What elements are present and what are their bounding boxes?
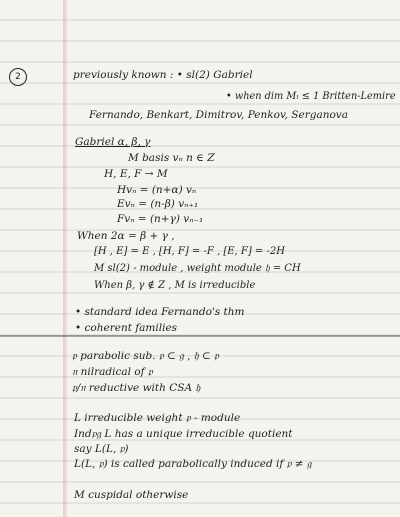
note-line-10: When 2α = β + γ , bbox=[77, 230, 175, 242]
note-line-4: Gabriel α, β, γ bbox=[75, 136, 151, 148]
note-line-1: previously known : • sl(2) Gabriel bbox=[73, 69, 253, 81]
note-line-11: [H , E] = E , [H, F] = -F , [E, F] = -2H bbox=[94, 246, 285, 257]
note-line-12: M sl(2) - module , weight module 𝔥 = CH bbox=[94, 263, 301, 274]
note-line-16: 𝔭 parabolic sub. 𝔭 ⊂ 𝔤 , 𝔥 ⊂ 𝔭 bbox=[72, 350, 219, 362]
note-line-8: Evₙ = (n-β) vₙ₊₁ bbox=[117, 198, 199, 210]
note-line-5: M basis vₙ n ∈ Z bbox=[128, 152, 215, 164]
note-line-21: say L(L, 𝔭) bbox=[74, 443, 129, 455]
note-line-14: • standard idea Fernando's thm bbox=[75, 306, 245, 318]
note-line-3: Fernando, Benkart, Dimitrov, Penkov, Serganova bbox=[89, 109, 348, 121]
note-line-18: 𝔭/𝔫 reductive with CSA 𝔥 bbox=[72, 382, 201, 394]
note-line-7: Hvₙ = (n+α) vₙ bbox=[117, 184, 197, 196]
note-line-15: • coherent families bbox=[75, 322, 178, 334]
note-line-23: M cuspidal otherwise bbox=[74, 489, 189, 501]
note-line-2: • when dim Mₗ ≤ 1 Britten-Lemire bbox=[226, 90, 396, 102]
note-line-19: L irreducible weight 𝔭 - module bbox=[74, 412, 241, 424]
note-line-6: H, E, F → M bbox=[104, 168, 168, 180]
note-line-22: L(L, 𝔭) is called parabolically induced if 𝔭 ≠ 𝔤 bbox=[74, 458, 312, 470]
note-line-13: When β, γ ∉ Z , M is irreducible bbox=[94, 280, 256, 291]
note-line-17: 𝔫 nilradical of 𝔭 bbox=[72, 366, 153, 378]
note-line-20: Ind𝔭𝔤 L has a unique irreducible quotient bbox=[74, 428, 293, 440]
section-number: 2 bbox=[9, 68, 27, 86]
note-line-9: Fvₙ = (n+γ) vₙ₋₁ bbox=[117, 213, 204, 225]
